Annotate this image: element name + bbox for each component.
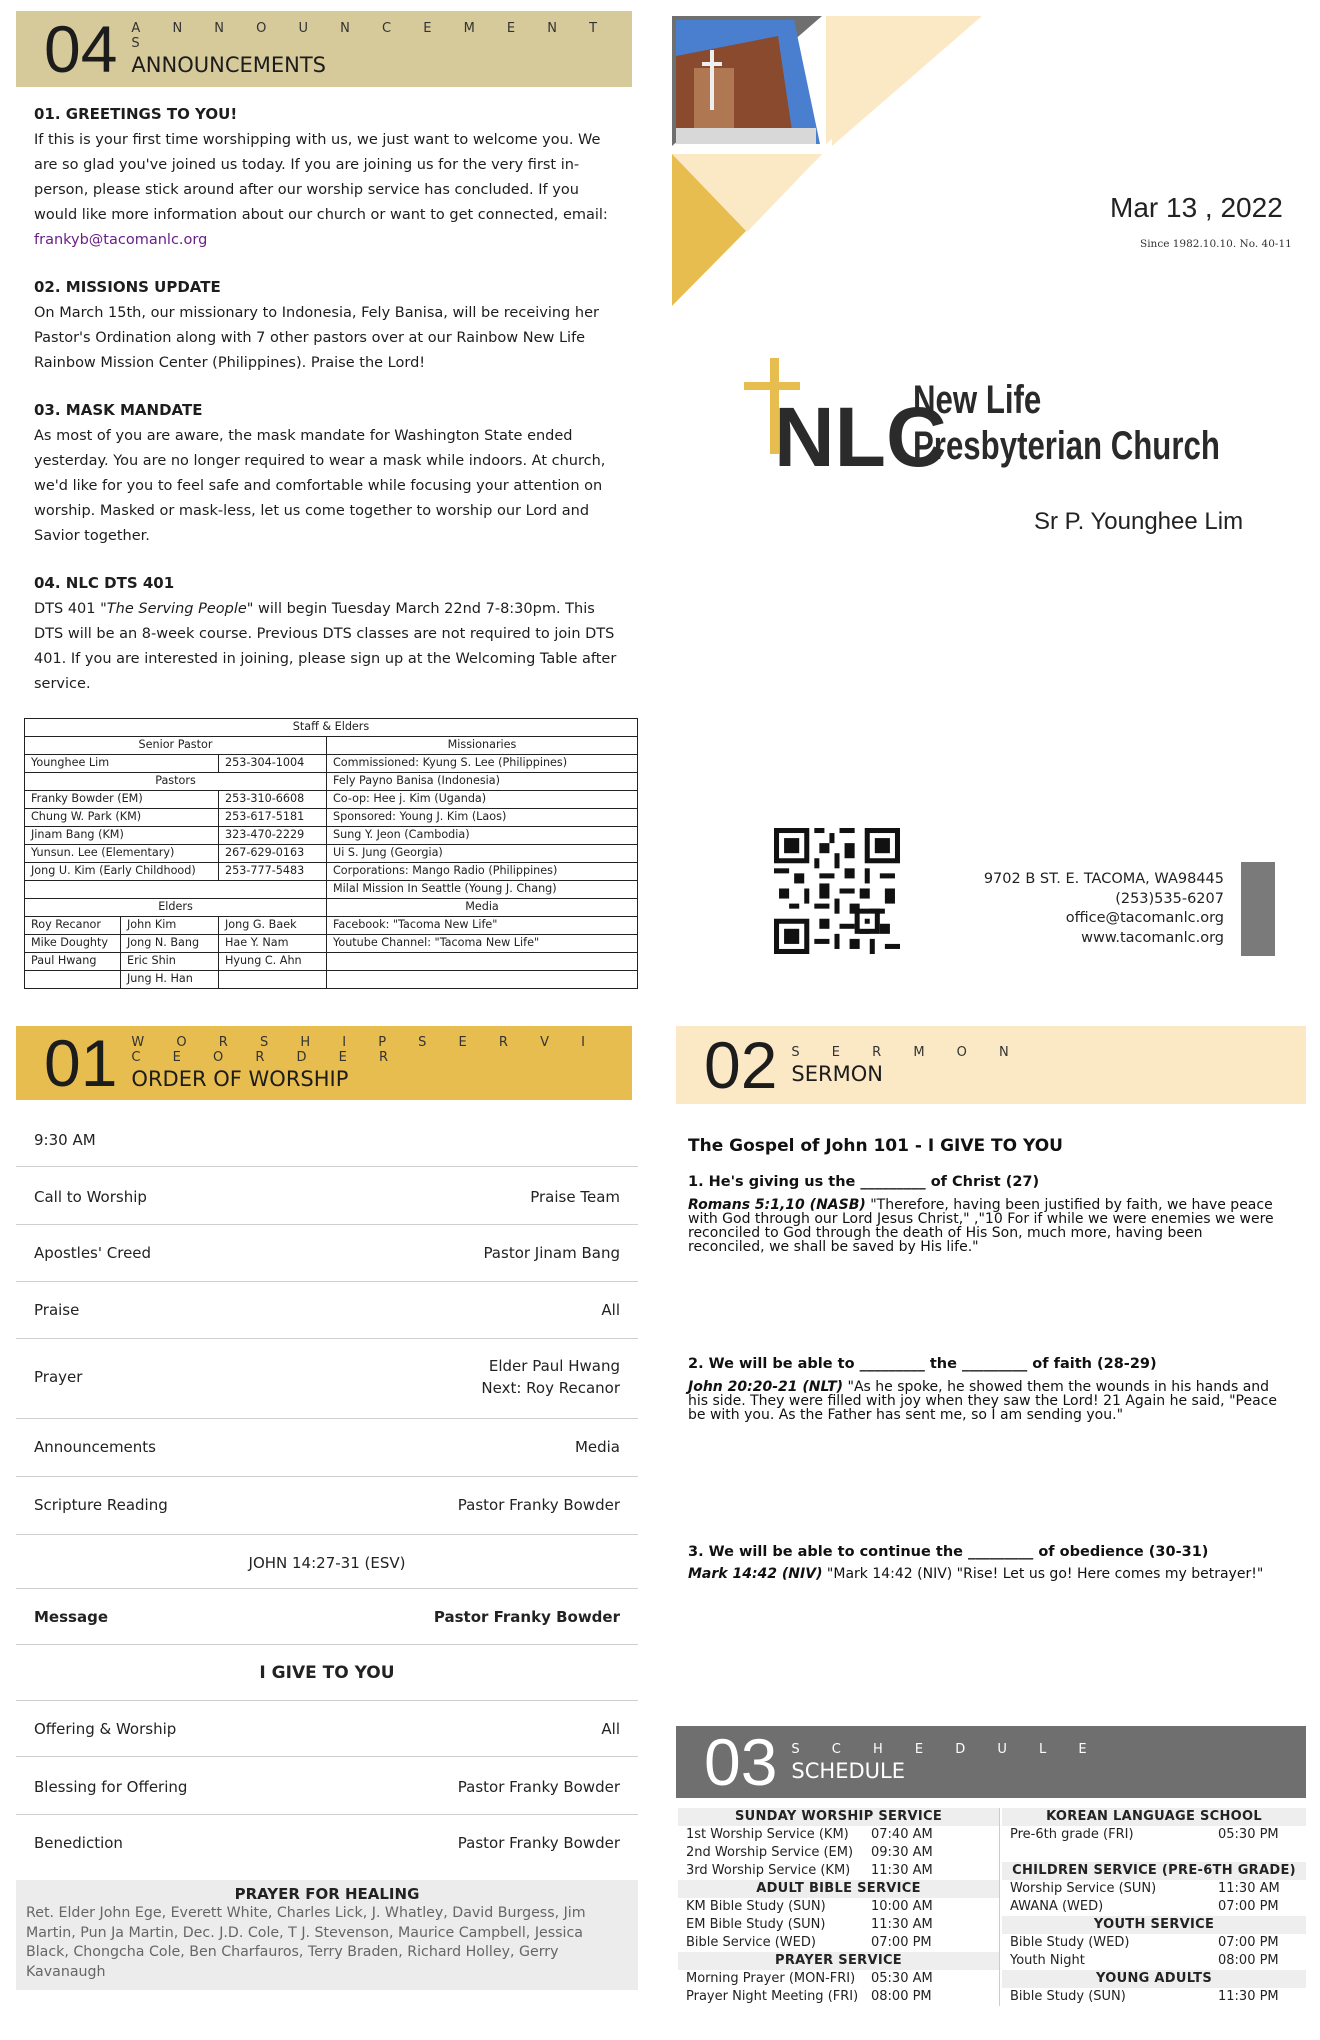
bulletin-date: Mar 13 , 2022 — [1110, 192, 1283, 223]
announcement-item — [34, 571, 624, 697]
staff-table: Staff & Elders Senior Pastor Missionaries Younghee Lim 253-304-1004 Commissioned: Kyung S. Lee (Philippines) Pastors Fely Payno Banisa (Indonesia) Franky Bowder (EM) 253-310-6608 Co-op: Hee j. Kim (Uganda) Chung W. Park (KM) 253-617-5181 Sponsored: Young J. Kim (Laos) Jinam Bang (KM) 323-470-2229 Sung Y. Jeon (Cambodia) Yunsun. Lee (Elementary) 267-629-0163 Ui S. Jung (Georgia) Jong U. Kim (Early Childhood) 253-777-5483 Corporations: Mango Radio (Philippines) Milal Mission In Seattle (Young J. Chang) Elders Media Roy Recanor John Kim Jong G. Baek Facebook: "Tacoma New Life" Mike Doughty Jong N. Bang Hae Y. Nam Youtube Channel: "Tacoma New Life" Paul Hwang Eric Shin Hyung C. Ahn Jung H. Han — [24, 718, 638, 989]
worship-row: Benediction Pastor Franky Bowder — [34, 1834, 620, 1852]
section-label: SERMON — [791, 1061, 883, 1086]
worship-row: Blessing for Offering Pastor Franky Bowder — [34, 1778, 620, 1796]
church-logo-icon — [740, 356, 947, 484]
announcement-text: As most of you are aware, the mask mandate for Washington State ended yesterday. You are no longer required to wear a mask while indoors. At church, we'd like for you to feel safe and comfortable while focusing your attention on worship. Masked or mask-less, let us come together to worship our Lord and Savior together. — [34, 428, 606, 544]
sermon-point: 2. We will be able to _________ the _________ of faith (28-29) John 20:20-21 (NLT) "As he spoke, he showed them the wounds in his hands and his side. They were filled with joy when they saw the Lord! 21 Again he said, "Peace be with you. As the Father has sent me, so I am sending you." — [688, 1356, 1277, 1423]
worship-row: Prayer Elder Paul Hwang Next: Roy Recanor — [34, 1357, 620, 1397]
worship-header — [16, 1026, 632, 1100]
worship-row: Call to Worship Praise Team — [34, 1188, 620, 1206]
section-label-spaced: A N N O U N C E M E N T S — [131, 21, 612, 51]
announcements-body — [34, 102, 624, 719]
schedule-left: SUNDAY WORSHIP SERVICE 1st Worship Service (KM) 07:40 AM 2nd Worship Service (EM) 09:30 AM 3rd Worship Service (KM) 11:30 AM ADULT BIBLE SERVICE KM Bible Study (SUN) 10:00 AM EM Bible Study (SUN) 11:30 AM Bible Service (WED) 07:00 PM PRAYER SERVICE Morning Prayer (MON-FRI) 05:30 AM Prayer Night Meeting (FRI) 08:00 PM — [678, 1808, 1000, 2006]
office-email[interactable]: office@tacomanlc.org — [1065, 910, 1224, 926]
staff-title: Staff & Elders — [25, 719, 638, 737]
worship-row: Scripture Reading Pastor Franky Bowder — [34, 1496, 620, 1514]
announcement-text: DTS 401 "The Serving People" will begin Tuesday March 22nd 7-8:30pm. This DTS will be an 8-week course. Previous DTS classes are not required to join DTS 401. If you are interested in joining, please sign up at the Welcoming Table after service. — [34, 601, 617, 692]
sermon-point: 1. He's giving us the _________ of Christ (27) Romans 5:1,10 (NASB) "Therefore, having been justified by faith, we have peace with God through our Lord Jesus Christ," ,"10 For if while we were enemies we were reconciled to God through the death of His Son, much more, having been reconciled, we shall be saved by His life." — [688, 1174, 1274, 1255]
announcement-item — [34, 102, 624, 253]
worship-row: Apostles' Creed Pastor Jinam Bang — [34, 1244, 620, 1262]
section-label-spaced: W O R S H I P S E R V I C E O R D E R — [131, 1035, 599, 1065]
section-number: 04 — [44, 12, 118, 86]
qr-code[interactable] — [774, 828, 900, 954]
announcement-item — [34, 275, 624, 376]
sermon-title: The Gospel of John 101 - I GIVE TO YOU — [688, 1136, 1063, 1156]
cover-arrow — [822, 16, 982, 146]
senior-pastor-name: Sr P. Younghee Lim — [1034, 508, 1244, 535]
prayer-for-healing — [16, 1880, 638, 1990]
section-label: SCHEDULE — [791, 1758, 905, 1783]
worship-row: Announcements Media — [34, 1438, 620, 1456]
announcement-title: 02. MISSIONS UPDATE — [34, 278, 221, 296]
announcement-title: 04. NLC DTS 401 — [34, 574, 175, 592]
announcement-text: If this is your first time worshipping with us, we just want to welcome you. We are so glad you've joined us today. If you are joining us for the very first in-person, please stick around after our worship service has concluded. If you would like more information about our church or want to get connected, email: — [34, 132, 608, 223]
worship-row: Praise All — [34, 1301, 620, 1319]
message-title: I GIVE TO YOU — [259, 1663, 395, 1683]
issue-number: Since 1982.10.10. No. 40-11 — [1140, 238, 1292, 250]
section-number: 02 — [704, 1028, 778, 1102]
section-label: ORDER OF WORSHIP — [131, 1067, 349, 1091]
contact-email-link[interactable]: frankyb@tacomanlc.org — [34, 232, 208, 248]
sermon-header — [676, 1026, 1306, 1104]
church-name-line1: New Life — [913, 378, 1042, 422]
section-label: ANNOUNCEMENTS — [131, 53, 326, 77]
address: 9702 B ST. E. TACOMA, WA98445 — [983, 871, 1224, 887]
section-number: 03 — [704, 1725, 778, 1799]
schedule-right: KOREAN LANGUAGE SCHOOL Pre-6th grade (FRI) 05:30 PM CHILDREN SERVICE (PRE-6TH GRADE) Worship Service (SUN) 11:30 AM AWANA (WED) 07:00 PM YOUTH SERVICE Bible Study (WED) 07:00 PM Youth Night 08:00 PM YOUNG ADULTS Bible Study (SUN) 11:30 PM — [1002, 1808, 1306, 2006]
logo-mark: NLC — [774, 390, 947, 484]
healing-title: PRAYER FOR HEALING — [234, 1885, 420, 1903]
section-label-spaced: S C H E D U L E — [791, 1741, 1101, 1757]
announcement-title: 01. GREETINGS TO YOU! — [34, 105, 238, 123]
section-label-spaced: S E R M O N — [791, 1044, 1023, 1060]
announcement-text: On March 15th, our missionary to Indonesia, Fely Banisa, will be receiving her Pastor's Ordination along with 7 other pastors over at our Rainbow New Life Rainbow Mission Center (Philippines). Praise the Lord! — [34, 305, 599, 371]
message-row: Message Pastor Franky Bowder — [34, 1608, 620, 1626]
worship-row: Offering & Worship All — [34, 1720, 620, 1738]
announcement-title: 03. MASK MANDATE — [34, 401, 203, 419]
contact-info — [940, 870, 1224, 948]
schedule-header — [676, 1726, 1306, 1798]
church-name-line2: Presbyterian Church — [913, 424, 1220, 468]
website-link[interactable]: www.tacomanlc.org — [1081, 929, 1224, 946]
announcement-item — [34, 398, 624, 549]
announcements-header — [16, 11, 632, 87]
healing-names: Ret. Elder John Ege, Everett White, Charles Lick, J. Whatley, David Burgess, Jim Martin, Pun Ja Martin, Dec. J.D. Cole, T J. Stevenson, Maurice Campbell, Jessica Black, Chongcha Cole, Ben Charfauros, Terry Braden, Richard Holley, Gerry Kavanaugh — [26, 1905, 586, 1980]
church-photo — [676, 20, 820, 144]
section-number: 01 — [44, 1026, 118, 1100]
decorative-bar — [1241, 862, 1275, 956]
phone: (253)535-6207 — [1115, 890, 1224, 907]
scripture-reference: JOHN 14:27-31 (ESV) — [248, 1554, 406, 1572]
service-time: 9:30 AM — [34, 1131, 96, 1149]
sermon-point: 3. We will be able to continue the _________ of obedience (30-31) Mark 14:42 (NIV) "Mark 14:42 (NIV) "Rise! Let us go! Here comes my betrayer!" — [688, 1544, 1264, 1582]
